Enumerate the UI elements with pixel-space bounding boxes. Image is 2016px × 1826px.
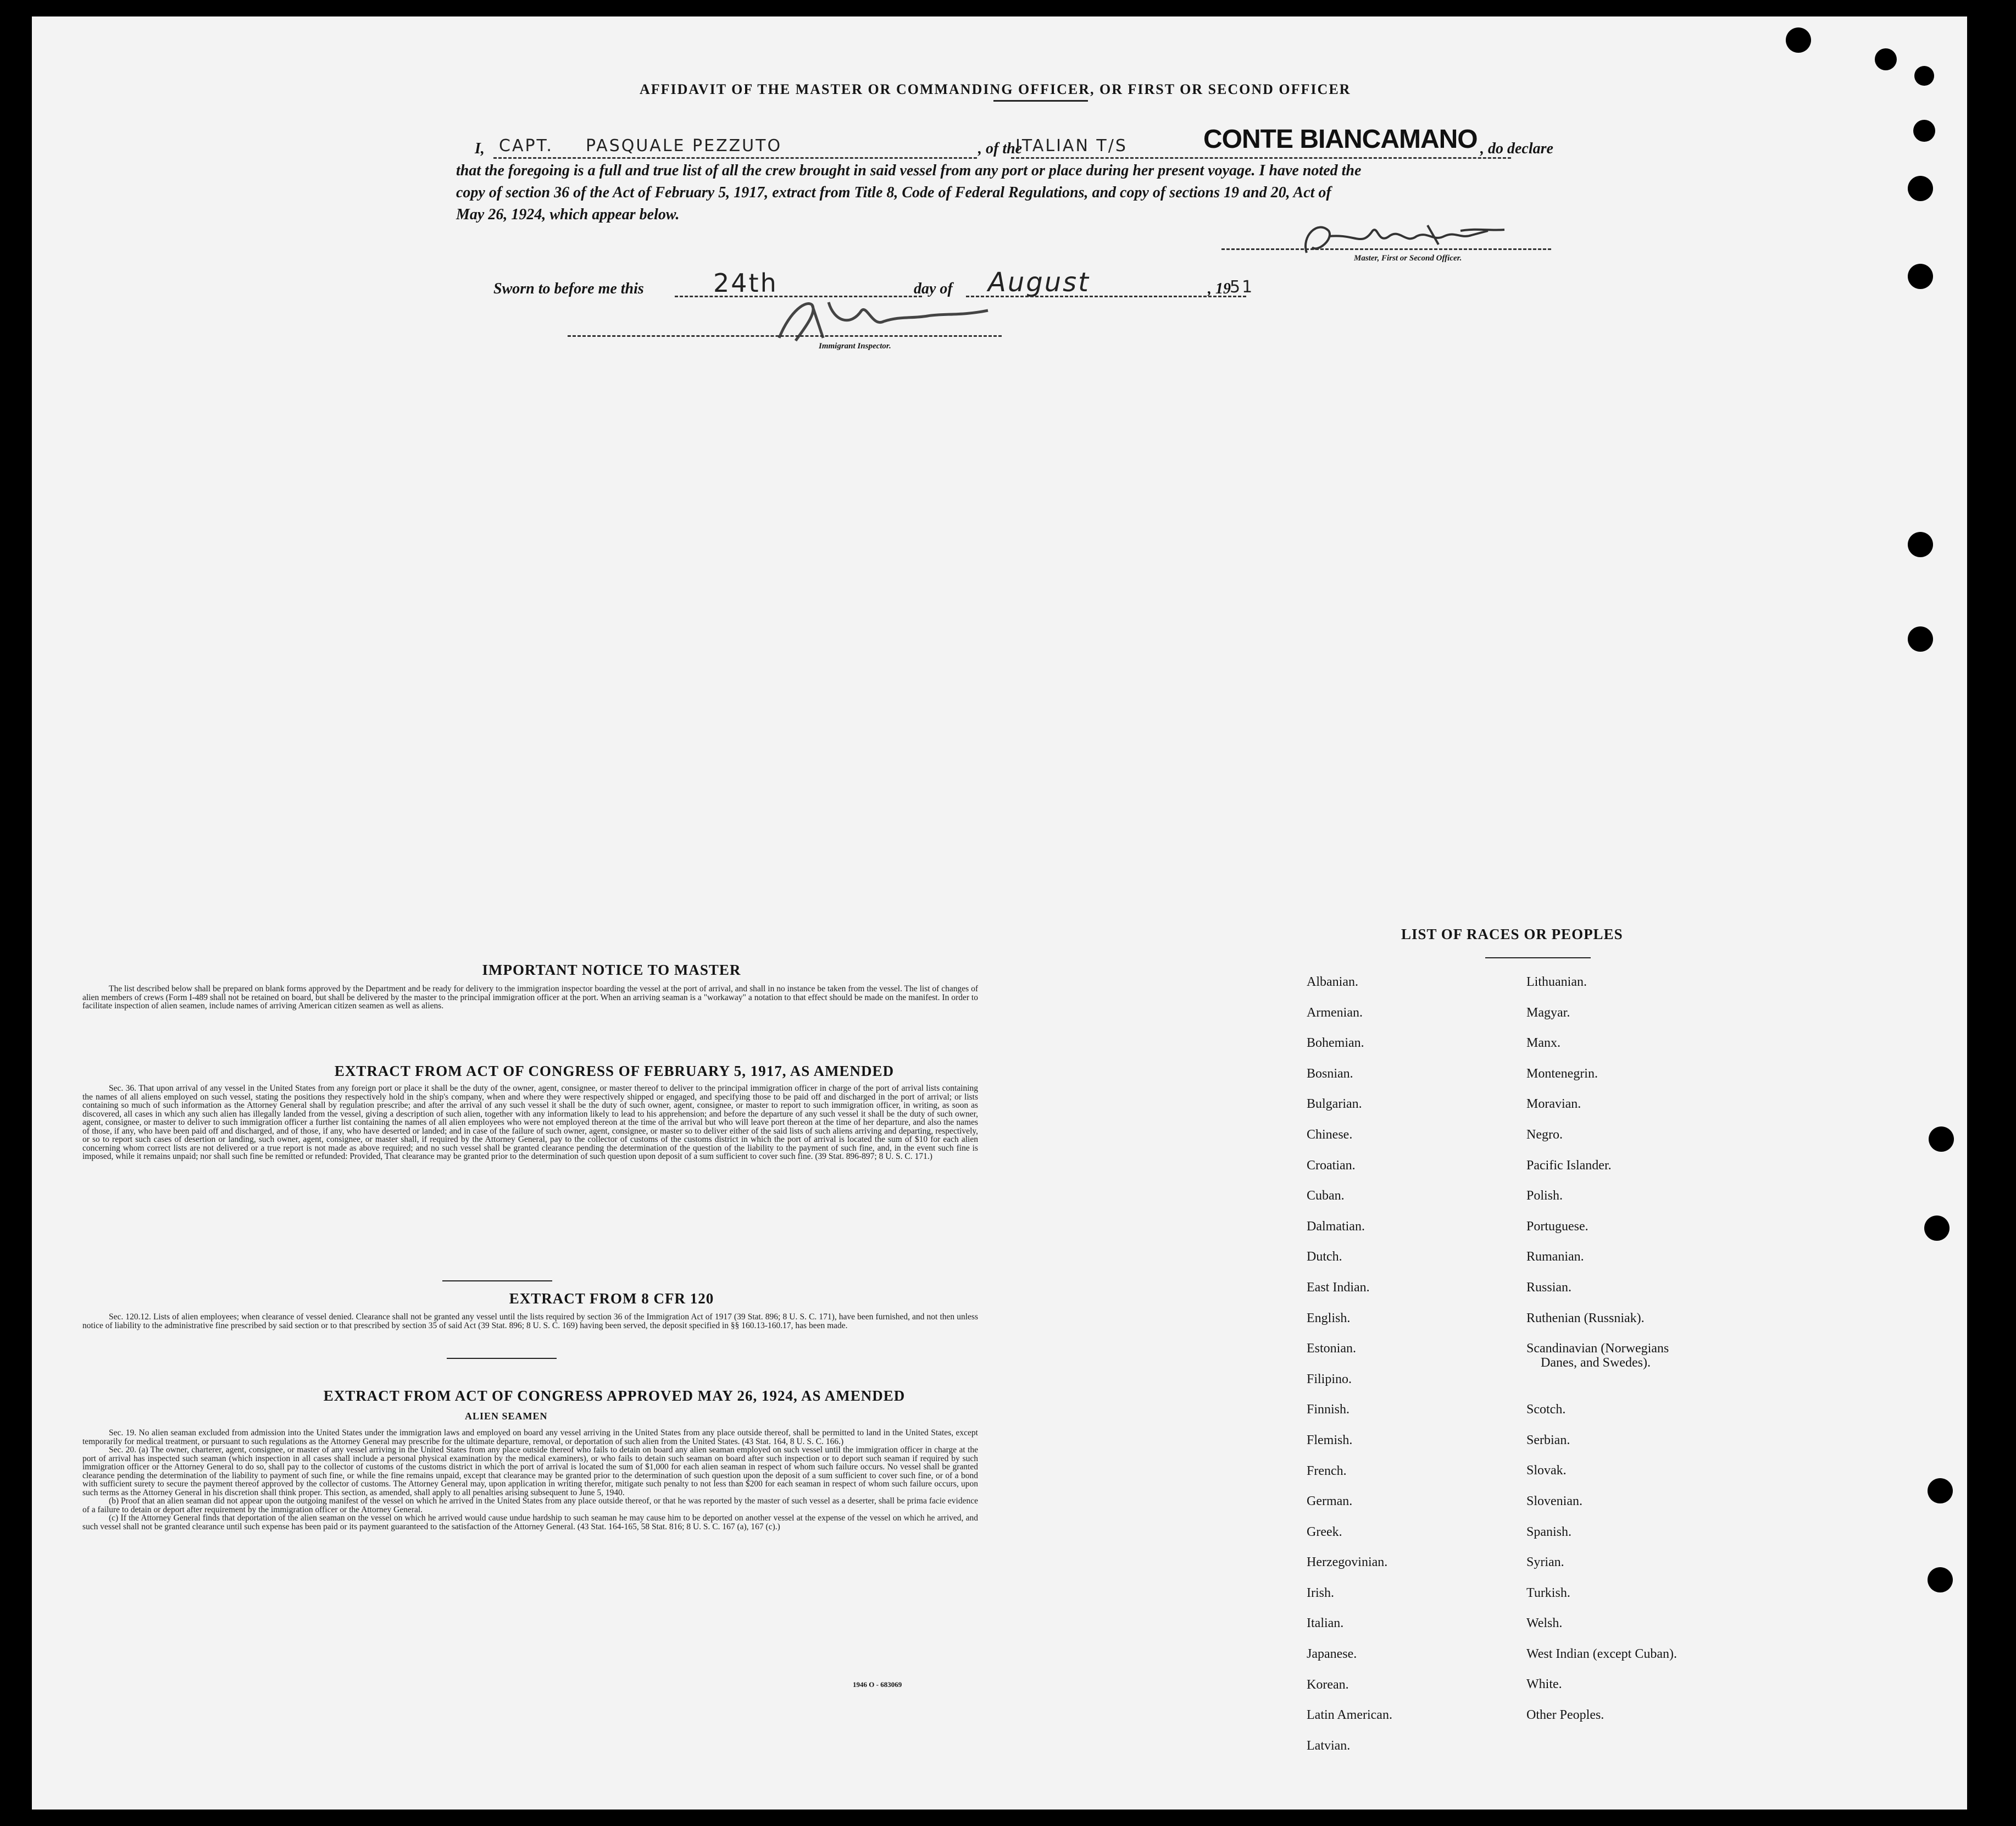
binder-hole xyxy=(1913,120,1935,142)
sec19-paragraph: Sec. 19. No alien seaman excluded from admission into the United States under the immigration laws and employed on board any vessel arriving in the United States from any place outside thereof, shall be permitted to land in the United States, except temporarily for medical treatment, or pursuant to such regulations as the Attorney General may prescribe for the ultimate departure, removal, or deportation of such alien from the United States. (43 Stat. 164, 8 U. S. C. 166.) xyxy=(82,1428,978,1446)
declaration-line-3: copy of section 36 of the Act of February 5, 1917, extract from Title 8, Code of Federal Regulations, and copy of sections 19 and 20, Act of xyxy=(456,184,1331,201)
race-item: French. xyxy=(1307,1463,1347,1478)
races-title: LIST OF RACES OR PEOPLES xyxy=(1401,926,1623,942)
races-right-column xyxy=(1526,975,1677,1739)
sec20b-paragraph: (b) Proof that an alien seaman did not appear upon the outgoing manifest of the vessel on which he arrived in the United States from any place outside thereof, or that he was reported by the master of such vessel as a deserter, shall be prima facie evidence of a failure to detain or deport after requirement by the immigration officer or the Attorney General. xyxy=(82,1496,978,1514)
race-item: Korean. xyxy=(1307,1677,1349,1692)
notice-paragraph: The list described below shall be prepared on blank forms approved by the Department and be ready for delivery to the immigration inspector boarding the vessel at the port of arrival, and shall in no instance be taken from the vessel. The list of changes of alien members of crews (Form I-489 shall not be retained on board, but shall be delivered by the master to the principal immigration officer at the port. When an arriving seaman is a "workaway" a notation to that effect should be made on the manifest. In order to facilitate inspection of alien seamen, include names of arriving American citizen seamen as well as aliens. xyxy=(82,984,978,1011)
print-code: 1946 O - 683069 xyxy=(853,1680,902,1689)
extract-1917-rule xyxy=(442,1280,552,1281)
extract-cfr-title: EXTRACT FROM 8 CFR 120 xyxy=(509,1290,714,1307)
race-item: Lithuanian. xyxy=(1526,975,1587,989)
race-item: Chinese. xyxy=(1307,1127,1353,1142)
affidavit-heading: AFFIDAVIT OF THE MASTER OR COMMANDING OFFICER, OR FIRST OR SECOND OFFICER xyxy=(640,81,1351,97)
master-signature-caption: Master, First or Second Officer. xyxy=(1354,254,1462,263)
declaration-line-2: that the foregoing is a full and true list of all the crew brought in said vessel from any port or place during her present voyage. I have noted the xyxy=(456,162,1362,179)
race-item: Herzegovinian. xyxy=(1307,1555,1388,1570)
binder-hole xyxy=(1928,1567,1953,1592)
race-item: Irish. xyxy=(1307,1585,1334,1600)
binder-hole xyxy=(1929,1126,1954,1152)
extract-cfr-text xyxy=(82,1313,978,1330)
race-item: Rumanian. xyxy=(1526,1250,1584,1264)
race-item: Cuban. xyxy=(1307,1189,1345,1203)
captain-name-handwritten: PASQUALE PEZZUTO xyxy=(586,136,782,156)
master-signature-line xyxy=(1221,248,1551,250)
races-left-column xyxy=(1307,975,1392,1769)
declaration-line-4: May 26, 1924, which appear below. xyxy=(456,206,680,223)
extract-1924-text xyxy=(82,1429,978,1531)
race-item: White. xyxy=(1526,1677,1562,1692)
race-item: Flemish. xyxy=(1307,1433,1353,1447)
race-item: Bulgarian. xyxy=(1307,1097,1362,1112)
race-item: Russian. xyxy=(1526,1280,1572,1295)
binder-hole xyxy=(1786,27,1811,53)
extract-1924-title: EXTRACT FROM ACT OF CONGRESS APPROVED MAY 26, 1924, AS AMENDED xyxy=(323,1387,906,1404)
race-item: Italian. xyxy=(1307,1616,1344,1631)
races-rule xyxy=(1485,957,1591,958)
ship-flag-handwritten: ITALIAN T/S xyxy=(1015,136,1128,156)
alien-seamen-subtitle: ALIEN SEAMEN xyxy=(465,1411,548,1422)
binder-hole xyxy=(1928,1478,1953,1503)
race-item: Magyar. xyxy=(1526,1005,1570,1020)
race-item: Pacific Islander. xyxy=(1526,1158,1612,1173)
sworn-month-handwritten: August xyxy=(988,267,1090,298)
race-item: Latin American. xyxy=(1307,1708,1392,1723)
sworn-year-handwritten: 51 xyxy=(1230,277,1254,297)
sec36-paragraph: Sec. 36. That upon arrival of any vessel in the United States from any foreign port or place it shall be the duty of the owner, agent, consignee, or master thereof to deliver to the principal immigration officer in charge of the port of arrival lists containing the names of all aliens employed on such vessel, stating the positions they respectively hold in the ship's company, when and where they were respectively shipped or engaged, and specifying those to be paid off and discharged in the port of arrival; or lists containing so much of such information as the Attorney General shall by regulation prescribe; and after the arrival of any such vessel it shall be the duty of such owner, agent, consignee, or master to report to such immigration officer, in writing, as soon as discovered, all cases in which any such alien has illegally landed from the vessel, giving a description of such alien, together with any information likely to lead to his apprehension; and before the departure of any such vessel it shall be the duty of such owner, agent, consignee, or master to deliver to such immigration officer a further list containing the names of all alien employees who were not employed thereon at the time of the arrival but who will leave port thereon at the time of her departure, and also the names of those, if any, who have been paid off and discharged, and of those, if any, who have deserted or landed; and in case of the failure of such owner, agent, consignee, or master so to deliver either of the said lists of such aliens arriving and departing, respectively, or so to report such cases of desertion or landing, such owner, agent, consignee, or master shall, if required by the Attorney General, pay to the collector of customs of the customs district in which the port of arrival is located the sum of $10 for each alien concerning whom correct lists are not delivered or a true report is not made as above required; and no such vessel shall be granted clearance pending the determination of the question of the liability to the payment of such fine, and, in the event such fine is imposed, while it remains unpaid; nor shall such fine be remitted or refunded: Provided, That clearance may be granted prior to the determination of such question upon deposit of a sum sufficient to cover such fine. (39 Stat. 896-897; 8 U. S. C. 171.) xyxy=(82,1084,978,1161)
race-item: Dalmatian. xyxy=(1307,1219,1365,1234)
race-item: Finnish. xyxy=(1307,1402,1350,1417)
binder-hole xyxy=(1924,1216,1950,1241)
binder-hole xyxy=(1875,48,1897,70)
race-item: Serbian. xyxy=(1526,1433,1570,1447)
race-item: Montenegrin. xyxy=(1526,1066,1598,1081)
heading-rule xyxy=(993,100,1088,102)
binder-hole xyxy=(1914,66,1934,86)
race-item: Moravian. xyxy=(1526,1097,1581,1112)
race-item: Scandinavian (Norwegians xyxy=(1526,1341,1669,1356)
binder-hole xyxy=(1908,532,1933,557)
binder-hole xyxy=(1908,176,1933,201)
race-item: Estonian. xyxy=(1307,1341,1356,1356)
race-item: Bosnian. xyxy=(1307,1066,1353,1081)
affidavit-page xyxy=(32,16,1967,1810)
captain-rank-handwritten: CAPT. xyxy=(499,136,553,156)
binder-hole xyxy=(1908,264,1933,289)
race-item: Spanish. xyxy=(1526,1524,1572,1539)
race-item: Polish. xyxy=(1526,1189,1563,1203)
day-of-text: day of xyxy=(914,280,953,297)
binder-hole xyxy=(1908,626,1933,652)
race-item: Danes, and Swedes). xyxy=(1541,1356,1651,1370)
inspector-signature-line xyxy=(568,335,1002,337)
extract-1917-title: EXTRACT FROM ACT OF CONGRESS OF FEBRUARY 5, 1917, AS AMENDED xyxy=(334,1063,895,1079)
race-item: English. xyxy=(1307,1311,1351,1325)
sworn-prefix: Sworn to before me this xyxy=(493,280,644,297)
ship-name-stamp: CONTE BIANCAMANO xyxy=(1203,125,1478,154)
race-item: Scotch. xyxy=(1526,1402,1566,1417)
race-item: Ruthenian (Russniak). xyxy=(1526,1311,1645,1325)
race-item: Manx. xyxy=(1526,1036,1560,1051)
declaration-prefix: I, xyxy=(475,140,485,157)
notice-title: IMPORTANT NOTICE TO MASTER xyxy=(482,962,741,978)
race-item: Bohemian. xyxy=(1307,1036,1364,1051)
race-item: Negro. xyxy=(1526,1127,1563,1142)
year-prefix: , 19 xyxy=(1208,280,1231,297)
race-item: Armenian. xyxy=(1307,1005,1363,1020)
extract-1917-text xyxy=(82,1084,978,1161)
sec20a-paragraph: Sec. 20. (a) The owner, charterer, agent, consignee, or master of any vessel arriving in the United States from any place outside thereof who fails to detain on board any alien seaman employed on such vessel until the immigration officer in charge at the port of arrival has inspected such seaman (which inspection in all cases shall include a personal physical examination by the medical examiners), or who fails to detain such seaman on board after such inspection or to deport such seaman if required by such immigration officer or the Attorney General to do so, shall pay to the collector of customs of the customs district in which the port of arrival is located the sum of $1,000 for each alien seaman in respect of whom such failure occurs. No vessel shall be granted clearance pending the determination of the liability to payment of such fine, or while the fine remains unpaid, except that clearance may be granted prior to the determination of such question upon the deposit of a sum sufficient to cover such fine, or of a bond with sufficient surety to secure the payment thereof approved by the collector of customs. The Attorney General may, upon application in writing therefor, mitigate such penalty to not less than $200 for each seaman in respect of whom such failure occurs, upon such terms as the Attorney General in his discretion shall think proper. This section, as amended, shall apply to all penalties arising subsequent to June 5, 1940. xyxy=(82,1445,978,1497)
sec120-paragraph: Sec. 120.12. Lists of alien employees; when clearance of vessel denied. Clearance shall not be granted any vessel until the lists required by section 36 of the Immigration Act of 1917 (39 Stat. 896; 8 U. S. C. 171), have been furnished, and not then unless notice of liability to the administrative fine prescribed by said section or to that prescribed by section 35 of said Act (39 Stat. 896; 8 U. S. C. 169) having been served, the deposit specified in §§ 160.13-160.17, has been made. xyxy=(82,1312,978,1330)
race-item: West Indian (except Cuban). xyxy=(1526,1646,1677,1661)
inspector-caption: Immigrant Inspector. xyxy=(819,342,891,351)
sec20c-paragraph: (c) If the Attorney General finds that deportation of the alien seaman on the vessel on which he arrived would cause undue hardship to such seaman he may cause him to be deported on another vessel at the expense of the vessel on which he arrived, and such vessel shall not be granted clearance until such expense has been paid or its payment guaranteed to the satisfaction of the Attorney General. (43 Stat. 164-165, 58 Stat. 816; 8 U. S. C. 167 (a), 167 (c).) xyxy=(82,1513,978,1531)
race-item: Portuguese. xyxy=(1526,1219,1589,1234)
name-underline xyxy=(493,157,977,159)
race-item: Filipino. xyxy=(1307,1372,1352,1386)
race-item: Japanese. xyxy=(1307,1647,1357,1662)
race-item: Albanian. xyxy=(1307,975,1358,989)
race-item: Dutch. xyxy=(1307,1250,1342,1264)
notice-text xyxy=(82,985,978,1011)
ship-underline xyxy=(1011,157,1511,159)
race-item: Croatian. xyxy=(1307,1158,1356,1173)
race-item: East Indian. xyxy=(1307,1280,1370,1295)
race-item: Welsh. xyxy=(1526,1616,1563,1631)
race-item: Other Peoples. xyxy=(1526,1708,1604,1723)
extract-cfr-rule xyxy=(447,1358,557,1359)
sworn-day-handwritten: 24th xyxy=(713,268,778,298)
race-item: Greek. xyxy=(1307,1524,1342,1539)
inspector-signature xyxy=(768,288,1021,349)
race-item: Slovak. xyxy=(1526,1463,1567,1478)
of-the-text: , of the xyxy=(978,140,1023,157)
do-declare-text: , do declare xyxy=(1480,140,1553,157)
race-item: Syrian. xyxy=(1526,1555,1564,1570)
race-item: Turkish. xyxy=(1526,1585,1570,1600)
race-item: Slovenian. xyxy=(1526,1494,1582,1508)
race-item: German. xyxy=(1307,1494,1353,1509)
race-item: Latvian. xyxy=(1307,1738,1351,1753)
